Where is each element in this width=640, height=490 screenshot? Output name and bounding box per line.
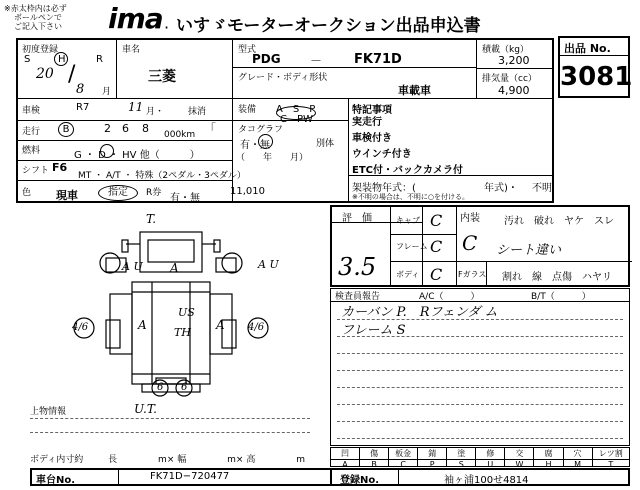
logo-dot: · — [164, 18, 170, 37]
legend-word: 交 — [515, 449, 524, 458]
nenryo-label: 燃料 — [22, 146, 41, 156]
soubi-codes2: C PW — [280, 114, 313, 125]
haiki-label: 排気量（cc） — [482, 74, 537, 84]
r-ken-label: R券 — [146, 188, 162, 198]
fglass-label: Fガラス — [458, 270, 487, 279]
legend-letter: T — [593, 459, 629, 469]
logo: ima — [108, 2, 163, 35]
diagram-tire-rr: 4/6 — [248, 322, 265, 333]
kasou-unknown: 不明 — [532, 183, 552, 194]
shaken-month-unit: 月・ — [146, 107, 165, 117]
year: 20 — [36, 66, 54, 82]
diagram-bottom-ut: U.T. — [134, 402, 157, 416]
legend-letter: S — [447, 459, 475, 469]
r-ken-options: 有・無 — [170, 193, 200, 204]
diagram-right-a: A — [216, 318, 225, 332]
diagram-tire-br: 6 — [181, 382, 188, 393]
shuppin-no: 3081 — [560, 62, 633, 92]
soubi-label: 装備 — [238, 105, 257, 115]
legend-word: レツ割 — [598, 449, 623, 458]
shift-val: F6 — [52, 161, 68, 174]
diagram-center-th: TH — [174, 326, 191, 339]
cab-label: キャブ — [396, 216, 420, 225]
note-line3: ご記入下さい — [14, 22, 62, 31]
soubi-codes: A S P — [276, 104, 316, 115]
shift-options: MT ・ A/T ・ 特殊（2ペダル・3ペダル） — [78, 171, 246, 181]
soko-label: 走行 — [22, 127, 41, 137]
shamei-label: 車名 — [122, 45, 141, 55]
grade: 車載車 — [398, 84, 431, 97]
main-frame — [16, 38, 554, 203]
deck-outline — [132, 282, 210, 384]
era-r: R — [96, 54, 103, 65]
soko-digit-2: 6 — [122, 122, 129, 135]
tacho-label: タコグラフ — [238, 125, 284, 135]
tokki-label: 特記事項 — [352, 105, 392, 116]
shaken-month: 11 — [128, 100, 144, 114]
eval-box — [330, 205, 630, 287]
kensa-line-1: カーバン P. Rフェンダ ム — [341, 305, 498, 320]
legend-letter: W — [505, 459, 533, 469]
soko-digit-3: 8 — [142, 122, 149, 135]
kensa-ac: A/C（ ） — [419, 292, 480, 302]
shift-label: シフト — [22, 166, 50, 176]
body-dims — [30, 452, 305, 465]
legend-word: 腐 — [544, 449, 553, 458]
katashiki: FK71D — [354, 52, 402, 67]
shaken-label: 車検 — [22, 106, 41, 116]
era-h: H — [58, 54, 66, 65]
nenryo-d-circle — [100, 144, 114, 158]
note-line1: ※赤太枠内は必ず — [4, 4, 67, 13]
body-dims-label: ボディ内寸約 — [30, 455, 84, 465]
diagram-au-right: A U — [258, 258, 279, 271]
tacho-options: 有・無 — [240, 140, 270, 151]
shadai-no: FK71D−720477 — [150, 471, 230, 482]
legend-letter: M — [564, 459, 592, 469]
sekisai: 3,200 — [498, 54, 530, 67]
kensa-line-2: フレーム S — [341, 323, 406, 338]
body-dims-unit3: m — [296, 455, 305, 465]
score: 3.5 — [338, 253, 377, 281]
color-designated-circle — [98, 185, 138, 201]
month-unit: 月 — [102, 87, 112, 97]
fglass-options: 割れ 線 点傷 ハヤリ — [502, 272, 612, 283]
legend-word: 凹 — [341, 449, 350, 458]
legend-word: 修 — [486, 449, 495, 458]
tacho-separate: 別体 — [316, 139, 335, 149]
kasou-year: 年式)・ — [484, 183, 518, 194]
diagram-center-us: US — [178, 306, 195, 319]
cab-val: C — [430, 211, 443, 230]
diagram-top-t: T. — [146, 212, 157, 226]
diagram-cab-a: A — [170, 261, 179, 275]
grade-label: グレード・ボディ形状 — [238, 73, 328, 83]
soko-b: B — [62, 124, 70, 135]
soko-unit: 000km — [164, 130, 196, 140]
body-dims-unit1: m× — [158, 455, 175, 465]
tire-fr — [216, 258, 236, 272]
tokki-item-4: ETC付・バックカメラ付 — [352, 165, 463, 176]
joubutsu-label: 上物情報 — [30, 407, 67, 417]
legend-letter: B — [360, 459, 388, 469]
body-dims-unit2: m× — [227, 455, 244, 465]
tacho-nashi-circle — [258, 134, 273, 149]
diagram-au-left: A U — [122, 260, 143, 273]
slash-mark: / — [68, 62, 76, 87]
naiso-label: 内装 — [460, 213, 480, 224]
kensa-box — [330, 288, 630, 446]
legend-word: 塗 — [457, 449, 466, 458]
era-s: S — [24, 54, 31, 65]
toroku-no: 袖ヶ浦100せ4814 — [444, 475, 529, 486]
legend-word: 板金 — [395, 449, 412, 458]
legend-table — [330, 447, 630, 467]
frame-val: C — [430, 237, 443, 256]
shamei: 三菱 — [148, 69, 176, 85]
kasou-label: 架装物年式：( — [352, 183, 416, 194]
toroku-label: 登録No. — [340, 475, 380, 486]
naiso-val: C — [462, 231, 478, 255]
diagram-tire-bl: 6 — [157, 382, 164, 393]
legend-word: 穴 — [573, 449, 582, 458]
legend-word: 錆 — [428, 449, 437, 458]
katashiki-label: 型式 — [238, 45, 257, 55]
body-val: C — [430, 265, 443, 284]
tokki-item-2: 車検付き — [352, 133, 392, 144]
header-note — [4, 4, 94, 31]
tokki-item-1: 実走行 — [352, 117, 382, 128]
kensa-bt: B/T（ ） — [531, 292, 591, 302]
legend-word: 傷 — [370, 449, 379, 458]
hyoka-label: 評 価 — [342, 213, 372, 224]
diagram-tire-ll: 4/6 — [72, 322, 89, 333]
soko-digit-1: 2 — [104, 122, 111, 135]
color-designated: 指定 — [108, 187, 128, 198]
tacho-date: （ 年 月） — [236, 153, 309, 163]
kasou-note: ※不明の場合は、不明に○を付ける。 — [352, 193, 469, 201]
katashiki-prefix: PDG — [252, 52, 281, 66]
shaken-era: R7 — [76, 102, 90, 113]
soubi-circle — [276, 106, 316, 120]
shodo-label: 初度登録 — [22, 45, 59, 55]
soko-bracket: 「 — [204, 122, 217, 136]
note-line2: ボールペンで — [14, 13, 62, 22]
frame-label: フレーム — [396, 242, 428, 251]
soko-b-circle — [58, 122, 74, 137]
diagram-left-a: A — [138, 318, 147, 332]
haiki: 4,900 — [498, 84, 530, 97]
kensa-label: 検査員報告 — [335, 292, 381, 302]
nenryo-options: G ・ D ・ HV 他（ ） — [74, 150, 200, 161]
legend-letter: P — [418, 459, 446, 469]
r-ken-amount: 11,010 — [230, 186, 265, 197]
tire-rl — [106, 320, 120, 348]
body-label: ボディ — [396, 270, 420, 279]
color-label: 色 — [22, 188, 32, 198]
body-dims-height: 高 — [246, 455, 256, 465]
legend-letter: U — [476, 459, 504, 469]
shadai-row — [30, 468, 630, 486]
legend-letter: C — [389, 459, 417, 469]
shadai-label: 車台No. — [36, 475, 76, 486]
legend-letter: A — [331, 459, 359, 469]
shaken-cancel: 抹消 — [188, 107, 207, 117]
body-dims-width: 幅 — [177, 455, 187, 465]
tokki-item-3: ウインチ付き — [352, 149, 412, 160]
body-dims-length: 長 — [108, 455, 118, 465]
sekisai-label: 積載（kg） — [482, 45, 529, 55]
naiso-options: 汚れ 破れ ヤケ スレ — [504, 216, 614, 227]
legend-letter: H — [534, 459, 562, 469]
cab-window — [148, 240, 194, 262]
month: 8 — [76, 82, 85, 97]
era-h-circle — [54, 52, 68, 66]
naiso-handwritten: シート違い — [496, 243, 562, 258]
katashiki-dash: － — [310, 54, 323, 68]
shuppin-label: 出品 No. — [564, 42, 611, 55]
page-title: いすゞモーターオークション出品申込書 — [176, 16, 481, 36]
shuppin-box — [558, 36, 633, 98]
color-val: 現車 — [56, 189, 78, 202]
